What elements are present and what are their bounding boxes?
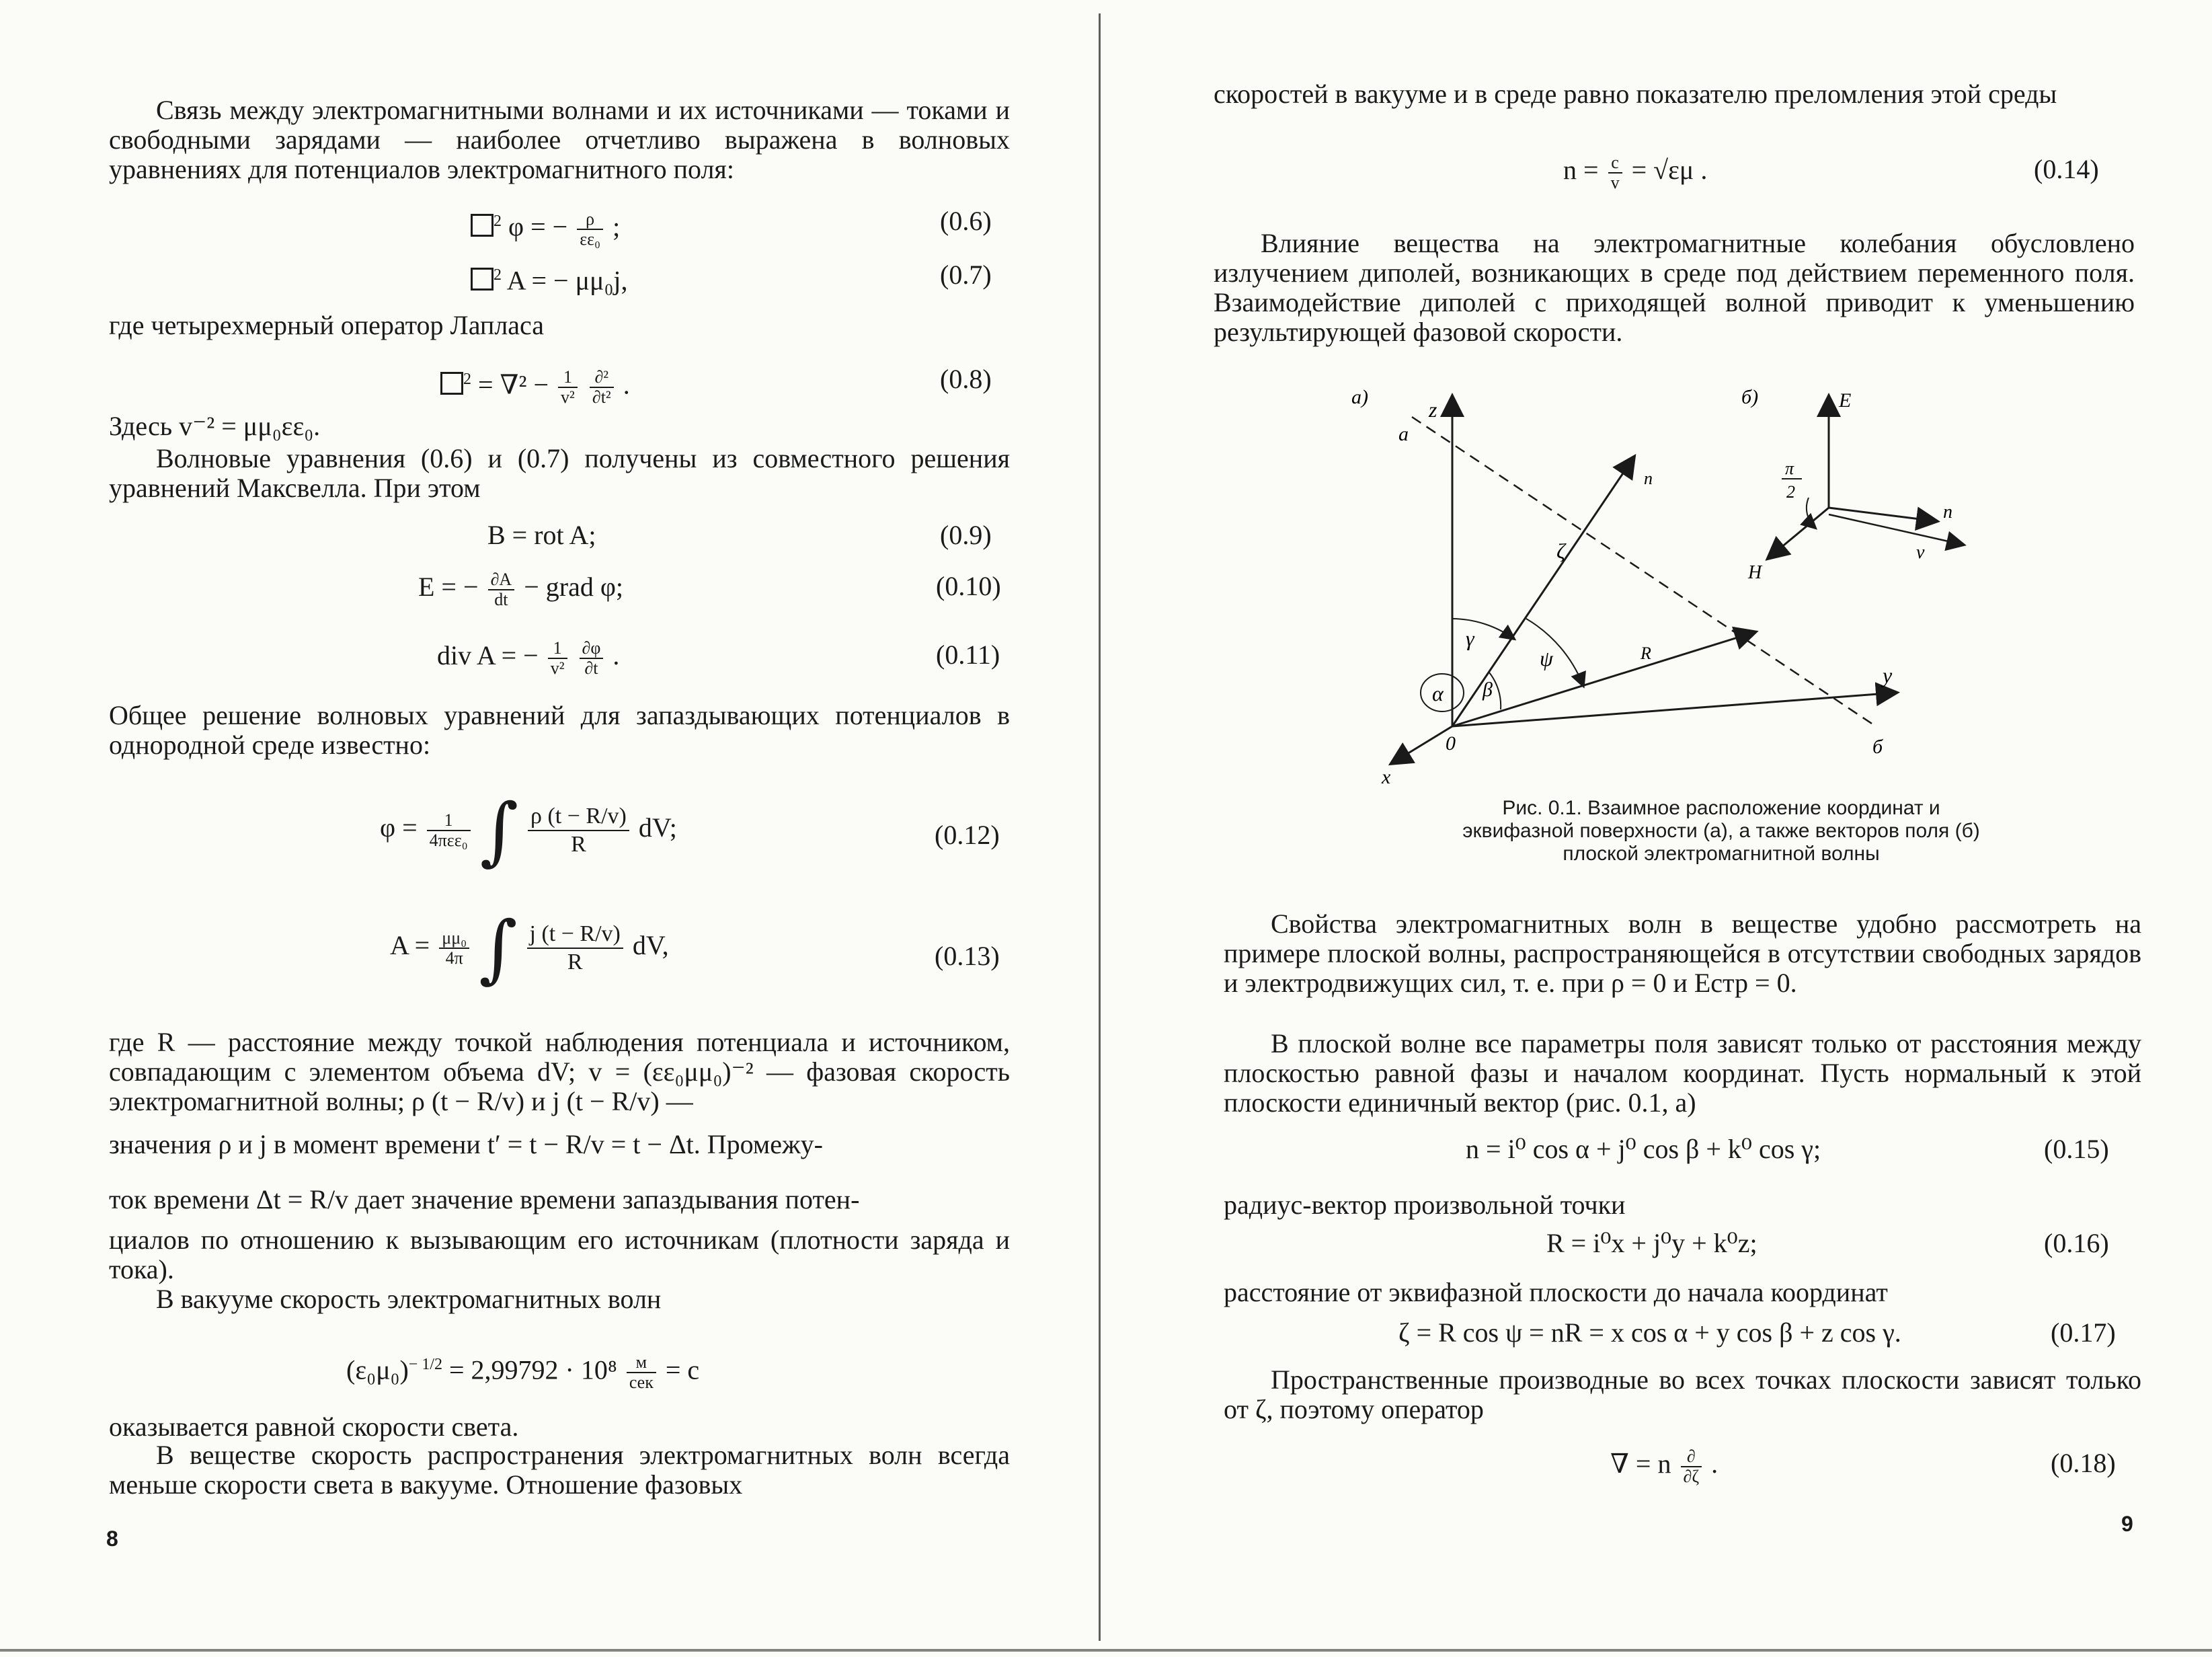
eq-number-0-10: (0.10) xyxy=(936,571,1001,601)
equation-0-13: A = $\frac{\text{μμ₀}}{4\pi}$ ∫ $\frac{j (t - R/v)}{R}$ dV, xyxy=(390,905,669,991)
angle-alpha-label: α xyxy=(1432,681,1444,705)
eq-number-0-16: (0.16) xyxy=(2044,1228,2109,1258)
paragraph-6b: значения ρ и j в момент времени t′ = t − R/v = t − Δt. Промежу- xyxy=(109,1129,823,1159)
integral-sign: ∫ xyxy=(479,787,518,874)
equation-0-11: div A = − $\frac{1}{\text{v²}}$ $\frac{\partial\varphi}{\partial t}$ . xyxy=(437,638,620,678)
paragraph-9: В веществе скорость распространения электромагнитных волн всегда меньше скорости света в вакууме. Отношение фазовых xyxy=(109,1440,1010,1500)
angle-beta-label: β xyxy=(1483,679,1493,701)
eq-number-0-8: (0.8) xyxy=(940,364,992,394)
eq-number-0-9: (0.9) xyxy=(940,520,992,550)
point-b-label: б xyxy=(1872,736,1883,758)
eq-number-0-11: (0.11) xyxy=(936,640,1000,670)
axis-z-label: z xyxy=(1429,397,1437,422)
equation-0-8: $^2$ = ∇² − $\frac{1}{\text{v²}}$ $\frac{\text{∂²}}{\text{∂t²}}$ . xyxy=(440,363,630,407)
eq-number-0-12: (0.12) xyxy=(935,820,1000,850)
equiphase-line xyxy=(1412,417,1876,726)
left-page xyxy=(0,0,1103,1657)
paragraph-1: Связь между электромагнитными волнами и их источниками — токами и свободными зарядами — наиболее отчетливо выражена в волновых уравнениях для потенциалов электромагнитного поля: xyxy=(109,95,1010,184)
eq-number-0-7: (0.7) xyxy=(940,260,992,290)
arc-psi xyxy=(1526,619,1583,686)
equation-0-16: R = i⁰x + j⁰y + k⁰z; xyxy=(1546,1228,1757,1258)
dalembert-box-icon xyxy=(471,268,493,291)
eq-number-0-15: (0.15) xyxy=(2044,1134,2109,1164)
paragraph-6a: где R — расстояние между точкой наблюдения потенциала и источником, совпадающим с элементом объема dV; v = (εε₀μμ₀)⁻² — фазовая скорость электромагнитной волны; ρ (t − R/v) и j (t − R/v) — xyxy=(109,1027,1010,1116)
axis-x xyxy=(1392,726,1452,763)
vector-R xyxy=(1452,632,1755,726)
axis-x-label: x xyxy=(1382,766,1391,788)
paragraph-3: Здесь v⁻² = μμ₀εε₀. xyxy=(109,411,321,441)
equation-0-9: B = rot A; xyxy=(487,520,596,550)
dalembert-box-icon xyxy=(440,372,463,395)
vector-n-label: n xyxy=(1644,469,1653,488)
eq-number-0-14: (0.14) xyxy=(2034,154,2099,184)
two-label: 2 xyxy=(1786,482,1795,502)
label-b: б) xyxy=(1741,386,1759,408)
figure-caption: Рис. 0.1. Взаимное расположение координат и эквифазной поверхности (а), а также векторов поля (б) плоской электромагнитной волны xyxy=(1462,797,1980,865)
vector-n xyxy=(1452,457,1634,726)
paragraph-6c: ток времени Δt = R/v дает значение времени запаздывания потен- xyxy=(109,1184,860,1215)
paragraph-6: расстояние от эквифазной плоскости до начала координат xyxy=(1224,1277,1888,1307)
eq-number-0-18: (0.18) xyxy=(2051,1448,2116,1478)
page-number: 8 xyxy=(106,1527,118,1551)
equation-0-14: n = $\frac{c}{v}$ = √εμ . xyxy=(1563,153,1708,192)
arc-gamma xyxy=(1452,619,1514,639)
vector-b-n-label: n xyxy=(1943,502,1952,523)
paragraph-5: радиус-вектор произвольной точки xyxy=(1224,1190,1626,1220)
point-a-label: a xyxy=(1398,423,1409,445)
page-number: 9 xyxy=(2121,1512,2133,1536)
axis-y xyxy=(1452,693,1896,726)
vector-b-n xyxy=(1829,508,1936,521)
paragraph-3: Свойства электромагнитных волн в веществе удобно рассмотреть на примере плоской волны, распространяющейся в отсутствии свободных зарядов и электродвижущих сил, т. е. при ρ = 0 и Eстр = 0. xyxy=(1224,909,2141,998)
equation-0-6: $^2$ φ = − $\frac{\rho}{\text{εε₀}}$ ; xyxy=(471,205,620,249)
paragraph-4: В плоской волне все параметры поля зависят только от расстояния между плоскостью равной фазы и началом координат. Пусть нормальный к этой плоскости единичный вектор (рис. 0.1, а) xyxy=(1224,1028,2141,1118)
paragraph-6d: циалов по отношению к вызывающим его источникам (плотности заряда и тока). xyxy=(109,1225,1010,1284)
axis-y-label: y xyxy=(1883,663,1893,687)
equation-speed-of-light: $(\varepsilon_0\mu_0)^{- 1/2} = 2,99792 \cdot 10^8$ $\frac{м}{\text{сек}}$ = c xyxy=(346,1352,700,1393)
equation-0-17: ζ = R cos ψ = nR = x cos α + y cos β + z cos γ. xyxy=(1398,1317,1901,1348)
arc-pi-half xyxy=(1807,498,1815,528)
origin-label: 0 xyxy=(1446,732,1456,755)
angle-gamma-label: γ xyxy=(1466,626,1474,650)
eq-number-0-13: (0.13) xyxy=(935,941,1000,971)
figure-0-1 xyxy=(1345,377,2111,794)
paragraph-7: В вакууме скорость электромагнитных волн xyxy=(156,1284,662,1314)
equation-0-18: ∇ = n $\frac{\partial}{\partial\zeta}$ . xyxy=(1610,1447,1719,1486)
vector-b-v-label: v xyxy=(1916,542,1925,563)
eq-number-0-17: (0.17) xyxy=(2051,1317,2116,1348)
paragraph-2: где четырехмерный оператор Лапласа xyxy=(109,310,545,340)
equation-0-10: E = − $\frac{\partial A}{dt}$ − grad φ; xyxy=(418,570,624,609)
paragraph-7: Пространственные производные во всех точках плоскости зависят только от ζ, поэтому оператор xyxy=(1224,1364,2141,1424)
dalembert-box-icon xyxy=(471,214,493,237)
vector-H-label: H xyxy=(1748,562,1762,583)
angle-psi-label: ψ xyxy=(1540,646,1553,670)
eq-number-0-6: (0.6) xyxy=(940,206,992,236)
equation-0-7: $^2$ A = − μμ₀j, xyxy=(471,259,628,297)
vector-R-label: R xyxy=(1641,644,1651,663)
zeta-label: ζ xyxy=(1556,539,1565,563)
paragraph-8: оказывается равной скорости света. xyxy=(109,1412,519,1442)
paragraph-2: Влияние вещества на электромагнитные колебания обусловлено излучением диполей, возникающих в среде под действием переменного поля. Взаимодействие диполей с приходящей волной приводит к уменьшению результирующей фазовой скорости. xyxy=(1214,228,2135,347)
paragraph-4: Волновые уравнения (0.6) и (0.7) получены из совместного решения уравнений Максвелла. При этом xyxy=(109,443,1010,503)
paragraph-5: Общее решение волновых уравнений для запаздывающих потенциалов в однородной среде известно: xyxy=(109,700,1010,760)
label-a: a) xyxy=(1351,386,1368,408)
integral-sign: ∫ xyxy=(479,905,518,991)
right-page xyxy=(1103,0,2212,1657)
pi-label: π xyxy=(1785,459,1794,478)
equation-0-15: n = i⁰ cos α + j⁰ cos β + k⁰ cos γ; xyxy=(1466,1134,1821,1164)
vector-E-label: E xyxy=(1839,389,1852,412)
vector-H xyxy=(1768,508,1829,558)
paragraph-1: скоростей в вакууме и в среде равно показателю преломления этой среды xyxy=(1214,79,2057,109)
equation-0-12: φ = $\frac{1}{\text{4πεε₀}}$ ∫ $\frac{\rho (t - R/v)}{R}$ dV; xyxy=(380,787,677,874)
